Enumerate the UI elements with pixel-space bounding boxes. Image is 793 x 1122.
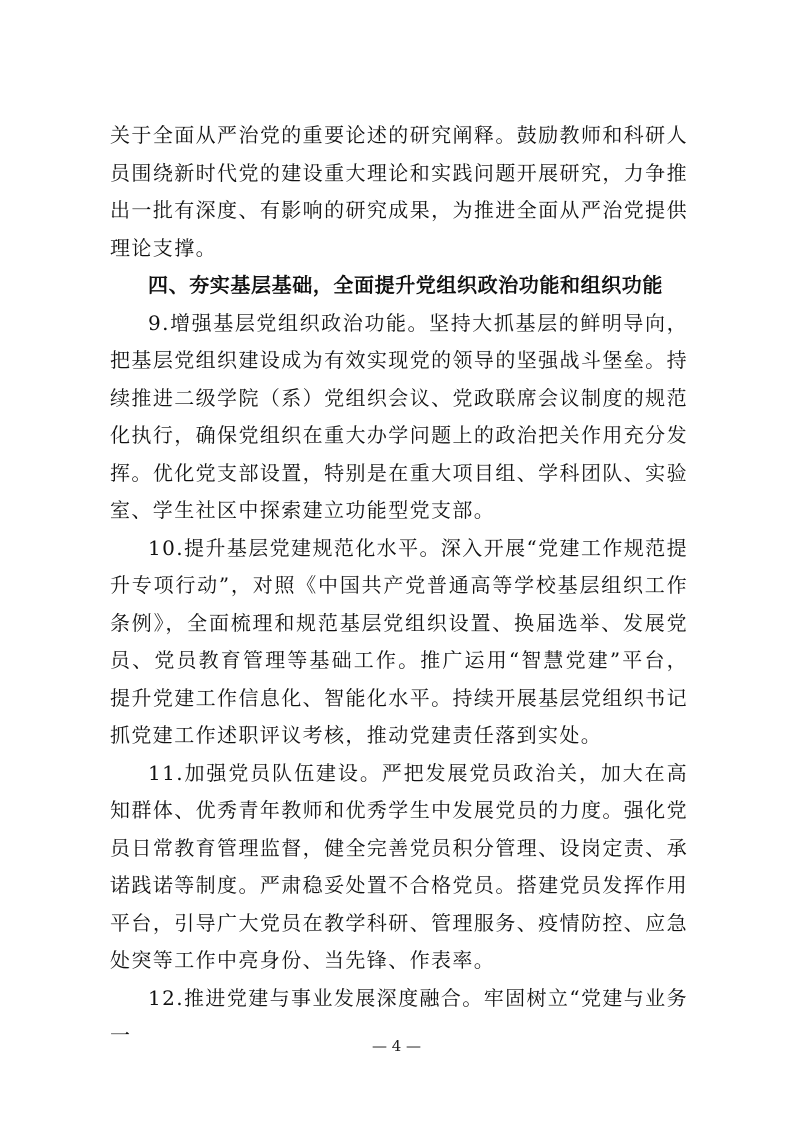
section-heading: 四、夯实基层基础，全面提升党组织政治功能和组织功能 (148, 273, 663, 297)
document-body (110, 117, 688, 1055)
paragraph-item-11: 11.加强党员队伍建设。严把发展党员政治关，加大在高知群体、优秀青年教师和优秀学生中发展党员的力度。强化党员日常教育管理监督，健全完善党员积分管理、设岗定责、承诺践诺等制度。严肃稳妥处置不合格党员。搭建党员发挥作用平台，引导广大党员在教学科研、管理服务、疫情防控、应急处突等工作中亮身份、当先锋、作表率。 (110, 760, 688, 972)
page-number: — 4 — (371, 1037, 422, 1055)
paragraph-item-12: 12.推进党建与事业发展深度融合。牢固树立“党建与业务一 (110, 985, 688, 1047)
paragraph-item-9: 9.增强基层党组织政治功能。坚持大抓基层的鲜明导向，把基层党组织建设成为有效实现党的领导的坚强战斗堡垒。持续推进二级学院（系）党组织会议、党政联席会议制度的规范化执行，确保党组织在重大办学问题上的政治把关作用充分发挥。优化党支部设置，特别是在重大项目组、学科团队、实验室、学生社区中探索建立功能型党支部。 (110, 310, 688, 522)
paragraph-continuation: 关于全面从严治党的重要论述的研究阐释。鼓励教师和科研人员围绕新时代党的建设重大理论和实践问题开展研究，力争推出一批有深度、有影响的研究成果，为推进全面从严治党提供理论支撑。 (110, 123, 688, 260)
paragraph-item-10: 10.提升基层党建规范化水平。深入开展“党建工作规范提升专项行动”，对照《中国共产党普通高等学校基层组织工作条例》，全面梳理和规范基层党组织设置、换届选举、发展党员、党员教育管理等基础工作。推广运用“智慧党建”平台，提升党建工作信息化、智能化水平。持续开展基层党组织书记抓党建工作述职评议考核，推动党建责任落到实处。 (110, 535, 688, 747)
